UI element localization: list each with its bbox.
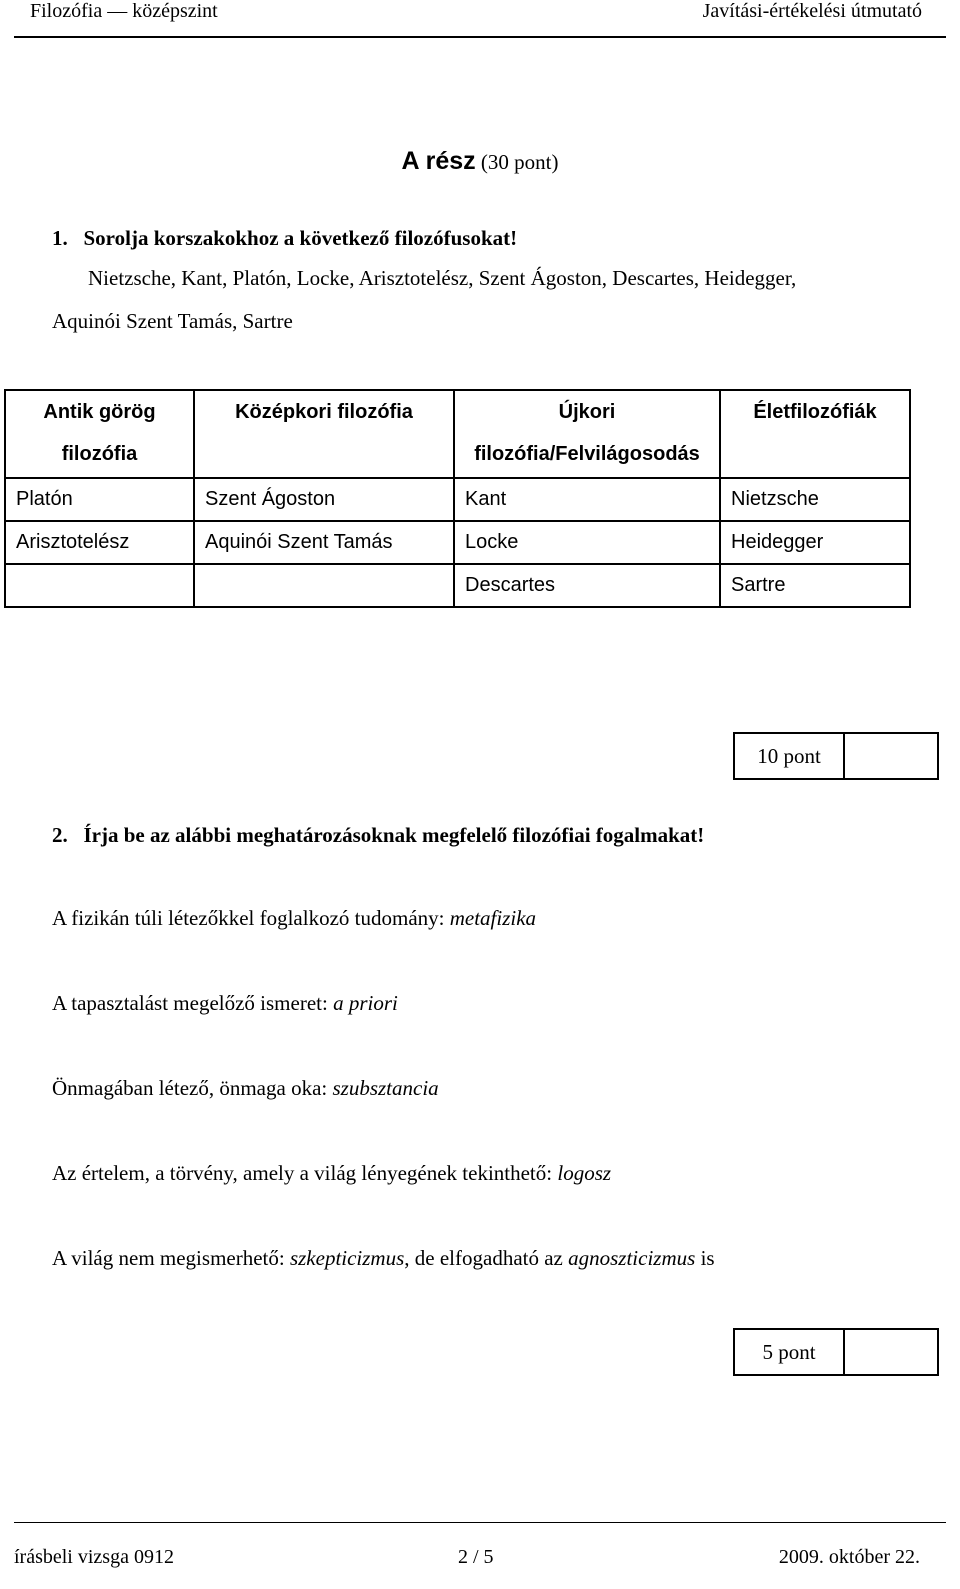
section-title [0,147,960,176]
question-2-heading: 2. Írja be az alábbi meghatározásoknak megfelelő filozófiai fogalmakat! [52,823,705,847]
table-cell: Sartre [720,564,910,607]
philosopher-list-line-1: Nietzsche, Kant, Platón, Locke, Arisztotelész, Szent Ágoston, Descartes, Heidegger, [88,266,797,290]
era-header-life-philosophy: Életfilozófiák [720,390,910,478]
header-divider [14,36,946,38]
points-score-field-q2 [845,1330,937,1374]
points-score-field-q1 [845,734,937,778]
points-label-q1: 10 pont [735,734,845,778]
footer-page-number: 2 / 5 [458,1546,494,1568]
points-box-q1 [733,732,939,780]
era-header-ancient: Antik görög filozófia [5,390,194,478]
definition-answer: a priori [333,991,398,1015]
table-row [5,521,910,564]
footer-left: írásbeli vizsga 0912 [14,1546,174,1568]
table-cell: Kant [454,478,720,521]
era-table [4,389,911,608]
definition-item: A fizikán túli létezőkkel foglalkozó tudomány: metafizika [52,906,537,930]
era-header-medieval: Középkori filozófia [194,390,454,478]
table-cell: Descartes [454,564,720,607]
question-1-heading: 1. Sorolja korszakokhoz a következő filozófusokat! [52,226,518,250]
definition-answer: metafizika [449,906,537,930]
definition-answer: szkepticizmus [289,1246,405,1270]
era-header-modern: Újkori filozófia/Felvilágosodás [454,390,720,478]
footer-divider [14,1522,946,1523]
header-left: Filozófia — középszint [30,0,218,22]
definition-answer: logosz [557,1161,612,1185]
philosopher-list-line-2: Aquinói Szent Tamás, Sartre [52,309,293,333]
table-row [5,564,910,607]
table-cell: Arisztotelész [5,521,194,564]
definition-item: A világ nem megismerhető: szkepticizmus, de elfogadható az agnoszticizmus is [52,1246,715,1270]
table-cell: Aquinói Szent Tamás [194,521,454,564]
definition-answer-alt: agnoszticizmus [568,1246,696,1270]
points-box-q2 [733,1328,939,1376]
definition-item: Önmagában létező, önmaga oka: szubsztancia [52,1076,439,1100]
table-cell: Nietzsche [720,478,910,521]
definition-item: A tapasztalást megelőző ismeret: a priori [52,991,398,1015]
era-table-header-row [5,390,910,478]
points-label-q2: 5 pont [735,1330,845,1374]
section-title-bold: A rész [401,147,476,175]
definition-item: Az értelem, a törvény, amely a világ lényegének tekinthető: logosz [52,1161,612,1185]
definition-answer: szubsztancia [332,1076,439,1100]
header-right: Javítási-értékelési útmutató [702,0,922,22]
table-cell [5,564,194,607]
footer-date: 2009. október 22. [778,1546,920,1568]
table-cell [194,564,454,607]
table-cell: Szent Ágoston [194,478,454,521]
table-row [5,478,910,521]
table-cell: Platón [5,478,194,521]
section-title-points: (30 pont) [475,150,559,174]
table-cell: Locke [454,521,720,564]
table-cell: Heidegger [720,521,910,564]
